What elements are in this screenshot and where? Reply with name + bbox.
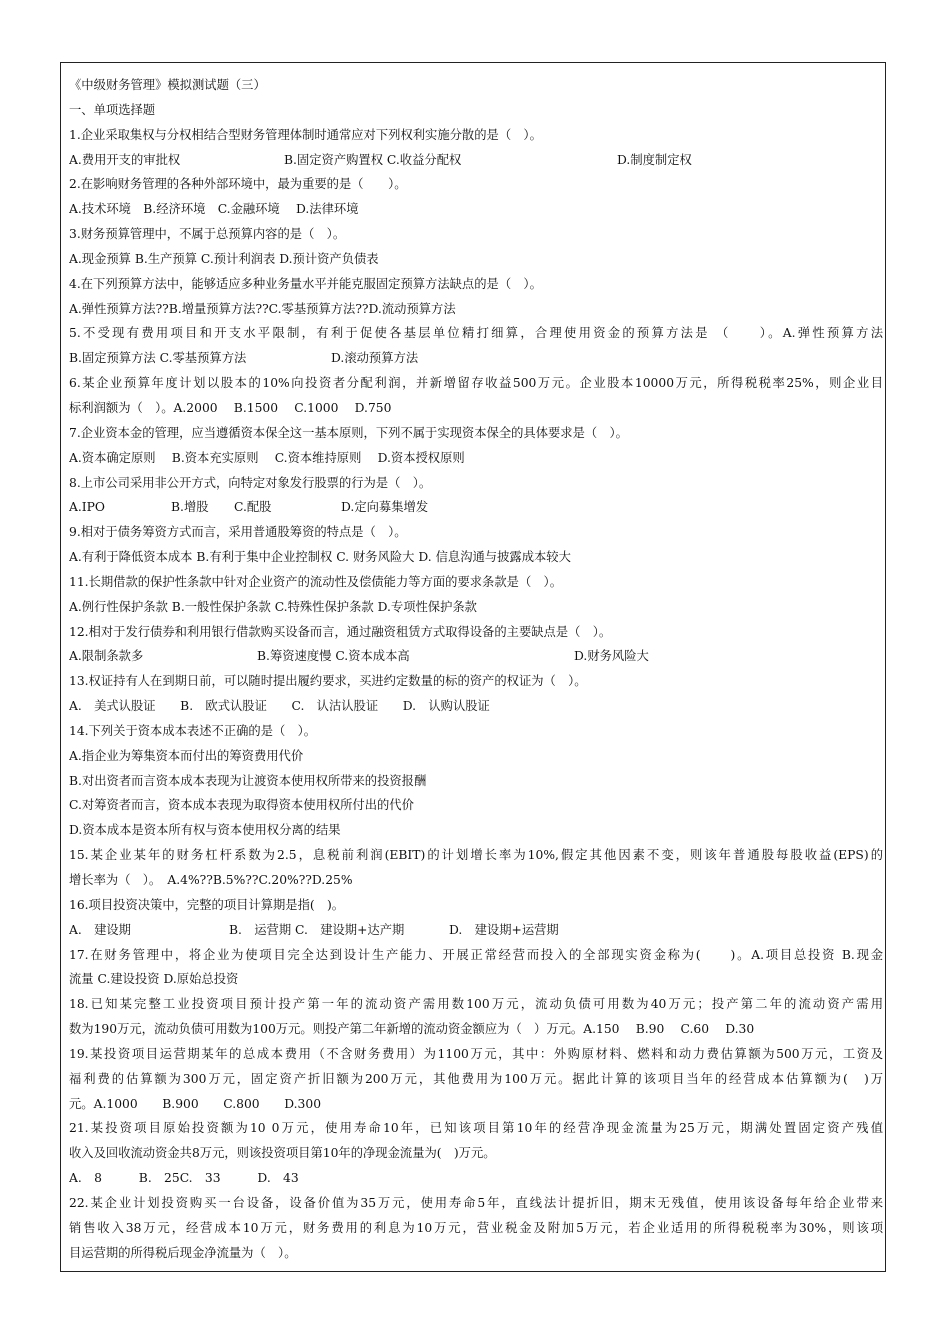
options-line: A.例行性保护条款 B.一般性保护条款 C.特殊性保护条款 D.专项性保护条款 [69,599,477,614]
options-line: A.有利于降低资本成本 B.有利于集中企业控制权 C. 财务风险大 D. 信息沟通与披露成本较大 [69,550,571,565]
option-text: B.固定预算方法 C.零基预算方法 [69,351,247,366]
option-text: A.费用开支的审批权 [69,152,181,167]
question-line: 目运营期的所得税后现金净流量为（ ）。 [69,1245,297,1260]
question-line: 8.上市公司采用非公开方式，向特定对象发行股票的行为是（ ）。 [69,475,432,490]
question-line: 6.某企业预算年度计划以股本的10%向投资者分配利润，并新增留存收益500万元。企业股本10000万元，所得税税率25%，则企业目 [69,376,883,391]
option-text: D.财务风险大 [574,649,649,664]
options-row [69,495,883,520]
question-line: 22.某企业计划投资购买一台设备，设备价值为35万元，使用寿命5年，直线法计提折旧，期末无残值，使用该设备每年给企业带来 [69,1195,883,1210]
question-line: 14.下列关于资本成本表述不正确的是（ ）。 [69,723,317,738]
options-line: B.对出资者而言资本成本表现为让渡资本使用权所带来的投资报酬 [69,773,427,788]
section-heading: 一、单项选择题 [69,102,156,117]
question-line: 1.企业采取集权与分权相结合型财务管理体制时通常应对下列权利实施分散的是（ ）。 [69,127,542,142]
options-row [69,346,883,371]
options-row [69,918,883,943]
question-line: 福利费的估算额为300万元，固定资产折旧额为200万元，其他费用为100万元。据此计算的该项目当年的经营成本估算额为( )万 [69,1071,883,1086]
options-line: A.资本确定原则 B.资本充实原则 C.资本维持原则 D.资本授权原则 [69,450,465,465]
options-line: D.资本成本是资本所有权与资本使用权分离的结果 [69,823,341,838]
option-text: D. 建设期+运营期 [449,922,559,937]
question-line: 21.某投资项目原始投资额为10 0万元，使用寿命10年，已知该项目第10年的经营净现金流量为25万元，期满处置固定资产残值 [69,1121,883,1136]
options-line: C.对筹资者而言，资本成本表现为取得资本使用权所付出的代价 [69,798,414,813]
question-line: 9.相对于债务筹资方式而言，采用普通股筹资的特点是（ ）。 [69,525,407,540]
document-frame [60,62,886,1272]
options-line: A.现金预算 B.生产预算 C.预计利润表 D.预计资产负债表 [69,251,379,266]
question-line: 18.已知某完整工业投资项目预计投产第一年的流动资产需用数100万元，流动负债可用数为40万元；投产第二年的流动资产需用 [69,997,883,1012]
question-line: 收入及回收流动资金共8万元，则该投资项目第10年的净现金流量为( )万元。 [69,1146,496,1161]
option-text: D.制度制定权 [617,152,692,167]
question-line: 增长率为（ ）。 A.4%??B.5%??C.20%??D.25% [69,873,353,887]
question-line: 4.在下列预算方法中，能够适应多种业务量水平并能克服固定预算方法缺点的是（ ）。 [69,276,542,291]
option-text: B.增股 [171,500,209,515]
question-line: 12.相对于发行债券和利用银行借款购买设备而言，通过融资租赁方式取得设备的主要缺点是（ ）。 [69,624,612,639]
option-text: B.固定资产购置权 C.收益分配权 [284,152,462,167]
options-line: A. 8 B. 25C. 33 D. 43 [69,1171,299,1186]
option-text: D.滚动预算方法 [331,351,419,366]
option-text: A. 建设期 [69,922,131,937]
question-line: 流量 C.建设投资 D.原始总投资 [69,972,239,987]
option-text: A.IPO [69,500,106,515]
document-body [69,73,883,1266]
document-title: 《中级财务管理》模拟测试题（三） [69,78,266,92]
question-line: 5.不受现有费用项目和开支水平限制，有利于促使各基层单位精打细算，合理使用资金的预算方法是 （ ）。A.弹性预算方法 [69,326,883,341]
question-line: 11.长期借款的保护性条款中针对企业资产的流动性及偿债能力等方面的要求条款是（ ）。 [69,574,562,589]
question-line: 19.某投资项目运营期某年的总成本费用（不含财务费用）为1100万元，其中：外购原材料、燃料和动力费估算额为500万元，工资及 [69,1046,883,1061]
question-line: 销售收入38万元，经营成本10万元，财务费用的利息为10万元，营业税金及附加5万元，若企业适用的所得税税率为30%，则该项 [69,1220,883,1235]
options-line: A. 美式认股证 B. 欧式认股证 C. 认沽认股证 D. 认购认股证 [69,699,490,714]
options-line: A.技术环境 B.经济环境 C.金融环境 D.法律环境 [69,202,359,217]
question-line: 标利润额为（ ）。A.2000 B.1500 C.1000 D.750 [69,400,392,415]
question-line: 2.在影响财务管理的各种外部环境中，最为重要的是（ ）。 [69,177,407,192]
option-text: D.定向募集增发 [341,500,429,515]
question-line: 15.某企业某年的财务杠杆系数为2.5，息税前利润(EBIT)的计划增长率为10%,假定其他因素不变，则该年普通股每股收益(EPS)的 [69,848,883,863]
question-line: 7.企业资本金的管理，应当遵循资本保全这一基本原则，下列不属于实现资本保全的具体要求是（ ）。 [69,425,628,440]
option-text: B. 运营期 C. 建设期+达产期 [229,922,405,937]
question-line: 13.权证持有人在到期日前，可以随时提出履约要求，买进约定数量的标的资产的权证为（ ）。 [69,674,587,689]
question-line: 3.财务预算管理中，不属于总预算内容的是（ ）。 [69,227,346,242]
options-line: A.弹性预算方法??B.增量预算方法??C.零基预算方法??D.流动预算方法 [69,301,456,316]
question-line: 元。A.1000 B.900 C.800 D.300 [69,1096,322,1111]
options-row [69,148,883,173]
option-text: A.限制条款多 [69,649,144,664]
option-text: B.筹资速度慢 C.资本成本高 [257,649,410,664]
options-row [69,644,883,669]
options-line: A.指企业为筹集资本而付出的筹资费用代价 [69,748,304,763]
question-line: 16.项目投资决策中，完整的项目计算期是指( )。 [69,897,345,912]
question-line: 17.在财务管理中，将企业为使项目完全达到设计生产能力、开展正常经营而投入的全部现实资金称为( )。A.项目总投资 B.现金 [69,947,883,962]
option-text: C.配股 [234,500,272,515]
question-line: 数为190万元，流动负债可用数为100万元。则投产第二年新增的流动资金额应为（ ）万元。A.150 B.90 C.60 D.30 [69,1022,755,1037]
